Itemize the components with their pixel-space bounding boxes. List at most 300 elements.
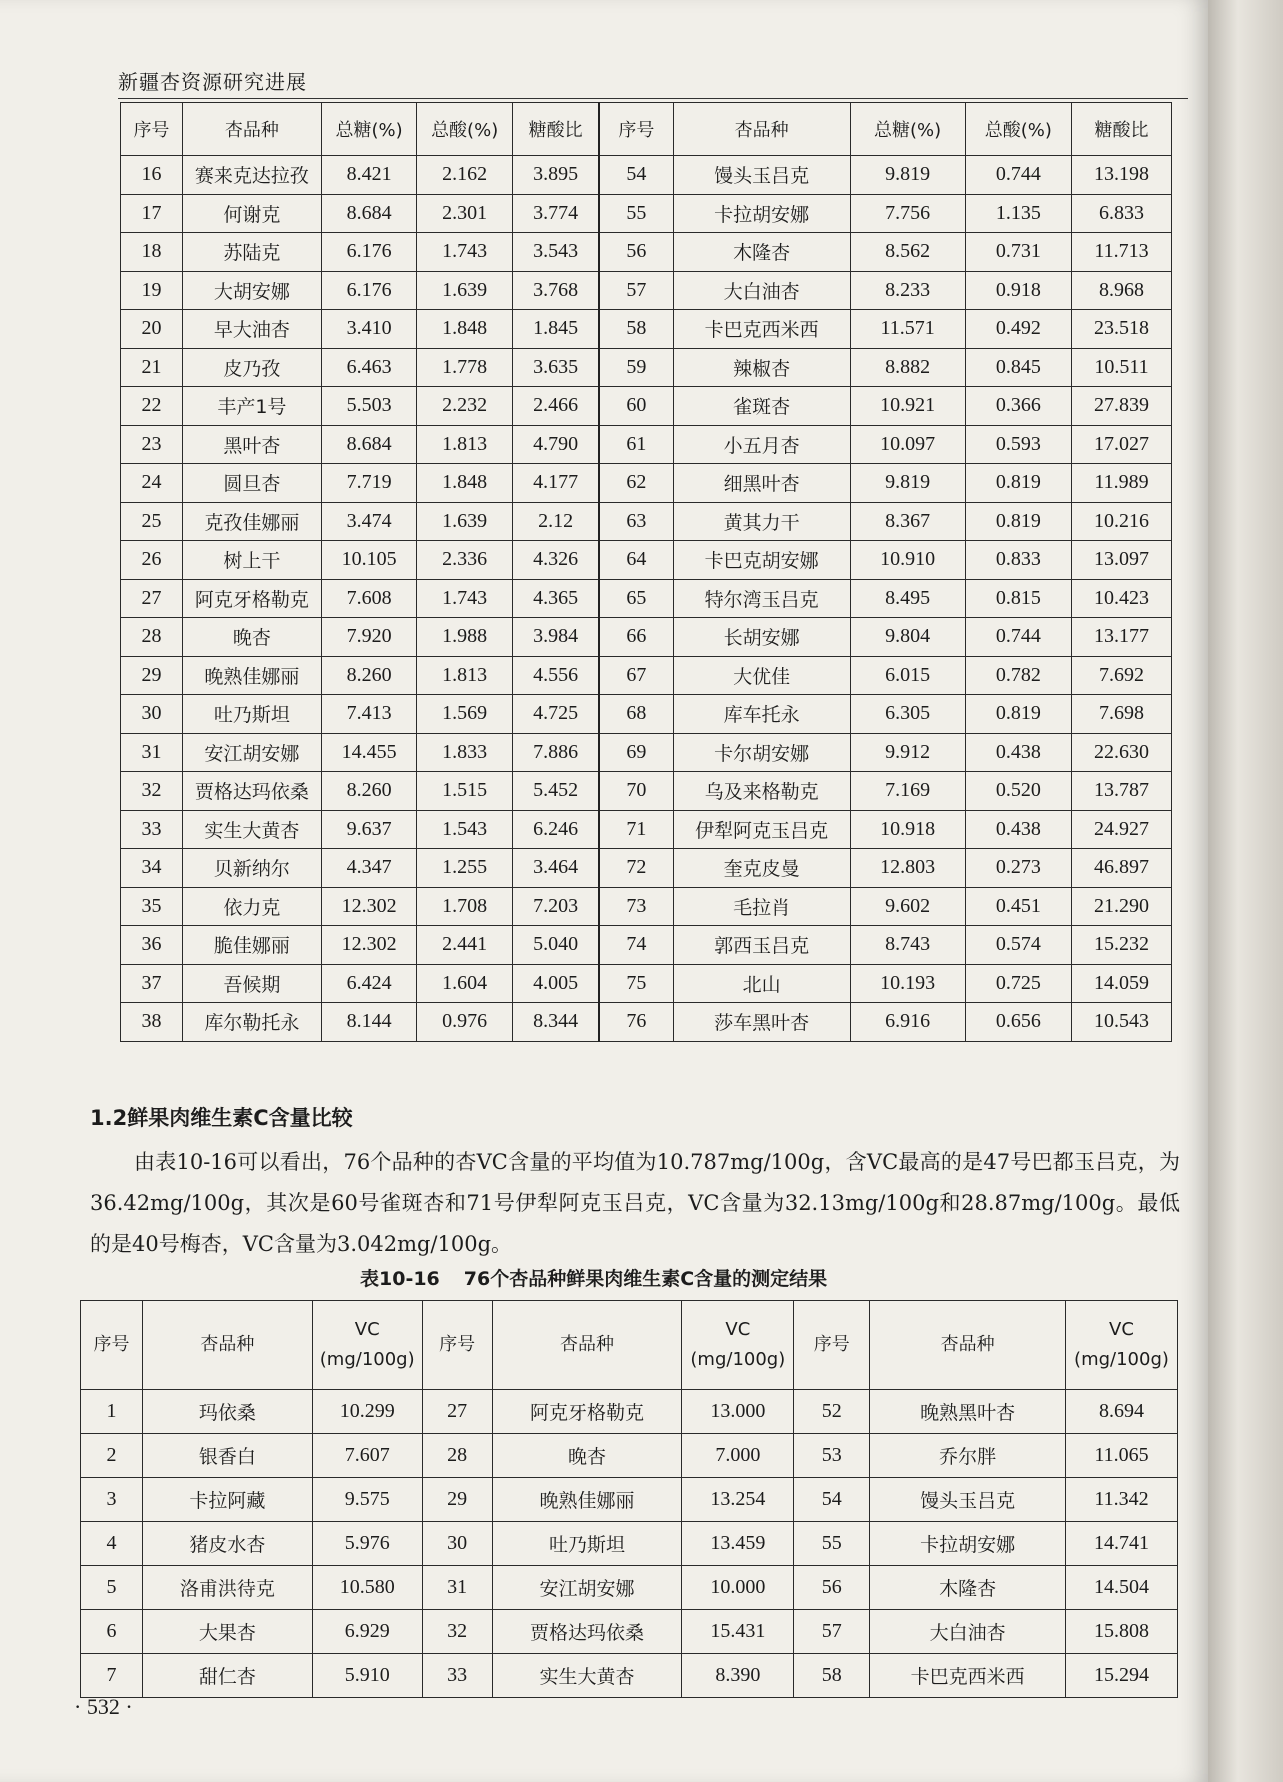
value-cell: 10.299: [312, 1390, 422, 1434]
value-cell: 58: [599, 310, 673, 349]
value-cell: 62: [599, 464, 673, 503]
variety-cell: 实生大黄杏: [492, 1654, 682, 1698]
table-row: [121, 156, 1172, 195]
table-row: [121, 271, 1172, 310]
value-cell: 8.684: [321, 194, 417, 233]
value-cell: 1.255: [417, 849, 513, 888]
value-cell: 8.144: [321, 1003, 417, 1042]
col-header: 序号: [422, 1301, 492, 1390]
table-row: [121, 810, 1172, 849]
value-cell: 10.000: [682, 1566, 794, 1610]
table-row: [121, 733, 1172, 772]
value-cell: 3.543: [512, 233, 599, 272]
variety-cell: 毛拉肖: [673, 887, 850, 926]
value-cell: 11.065: [1065, 1434, 1177, 1478]
value-cell: 14.741: [1065, 1522, 1177, 1566]
value-cell: 6: [81, 1610, 143, 1654]
caption-title: 76个杏品种鲜果肉维生素C含量的测定结果: [463, 1268, 828, 1290]
value-cell: 5.976: [312, 1522, 422, 1566]
value-cell: 0.815: [965, 579, 1071, 618]
value-cell: 2.232: [417, 387, 513, 426]
value-cell: 1.639: [417, 502, 513, 541]
variety-cell: 馒头玉吕克: [870, 1478, 1066, 1522]
value-cell: 0.819: [965, 464, 1071, 503]
value-cell: 32: [422, 1610, 492, 1654]
variety-cell: 大胡安娜: [182, 271, 321, 310]
page-number: · 532 ·: [74, 1694, 133, 1719]
table-row: [121, 887, 1172, 926]
value-cell: 76: [599, 1003, 673, 1042]
variety-cell: 卡巴克西米西: [870, 1654, 1066, 1698]
value-cell: 6.246: [512, 810, 599, 849]
value-cell: 32: [121, 772, 183, 811]
value-cell: 24: [121, 464, 183, 503]
value-cell: 1.569: [417, 695, 513, 734]
value-cell: 4.326: [512, 541, 599, 580]
variety-cell: 卡拉阿藏: [142, 1478, 312, 1522]
value-cell: 5.452: [512, 772, 599, 811]
table-row: [81, 1610, 1178, 1654]
col-header: 杏品种: [182, 103, 321, 156]
value-cell: 69: [599, 733, 673, 772]
value-cell: 6.305: [850, 695, 965, 734]
value-cell: 5.040: [512, 926, 599, 965]
value-cell: 58: [794, 1654, 870, 1698]
table-row: [121, 772, 1172, 811]
col-header: [312, 1301, 422, 1390]
value-cell: 8.367: [850, 502, 965, 541]
value-cell: 20: [121, 310, 183, 349]
value-cell: 75: [599, 964, 673, 1003]
variety-cell: 伊犁阿克玉吕克: [673, 810, 850, 849]
value-cell: 1.743: [417, 233, 513, 272]
value-cell: 6.015: [850, 656, 965, 695]
value-cell: 1: [81, 1390, 143, 1434]
vc-label: VC: [725, 1319, 751, 1340]
col-header: [682, 1301, 794, 1390]
value-cell: 57: [794, 1610, 870, 1654]
variety-cell: 雀斑杏: [673, 387, 850, 426]
value-cell: 35: [121, 887, 183, 926]
value-cell: 21: [121, 348, 183, 387]
variety-cell: 安江胡安娜: [492, 1566, 682, 1610]
value-cell: 15.431: [682, 1610, 794, 1654]
col-header: 糖酸比: [512, 103, 599, 156]
value-cell: 15.294: [1065, 1654, 1177, 1698]
value-cell: 6.424: [321, 964, 417, 1003]
variety-cell: 吐乃斯坦: [182, 695, 321, 734]
vitamin-c-table: [80, 1300, 1178, 1698]
value-cell: 46.897: [1072, 849, 1172, 888]
value-cell: 7.607: [312, 1434, 422, 1478]
table-header-row: [81, 1301, 1178, 1390]
value-cell: 10.097: [850, 425, 965, 464]
value-cell: 0.492: [965, 310, 1071, 349]
vc-label: VC: [354, 1319, 380, 1340]
value-cell: 72: [599, 849, 673, 888]
body-paragraph: 由表10-16可以看出，76个品种的杏VC含量的平均值为10.787mg/100g，含VC最高的是47号巴都玉吕克，为36.42mg/100g，其次是60号雀斑杏和71号伊犁阿克玉吕克，VC含量为32.13mg/100g和28.87mg/100g。最低的是40号梅杏，VC含量为3.042mg/100g。: [90, 1150, 1180, 1256]
variety-cell: 晚熟佳娜丽: [492, 1478, 682, 1522]
value-cell: 1.515: [417, 772, 513, 811]
value-cell: 28: [422, 1434, 492, 1478]
value-cell: 0.819: [965, 695, 1071, 734]
value-cell: 34: [121, 849, 183, 888]
value-cell: 54: [794, 1478, 870, 1522]
variety-cell: 大优佳: [673, 656, 850, 695]
value-cell: 11.342: [1065, 1478, 1177, 1522]
value-cell: 9.912: [850, 733, 965, 772]
table-row: [121, 310, 1172, 349]
value-cell: 9.602: [850, 887, 965, 926]
value-cell: 3.774: [512, 194, 599, 233]
value-cell: 0.273: [965, 849, 1071, 888]
variety-cell: 圆旦杏: [182, 464, 321, 503]
value-cell: 0.656: [965, 1003, 1071, 1042]
value-cell: 6.833: [1072, 194, 1172, 233]
variety-cell: 吾候期: [182, 964, 321, 1003]
value-cell: 6.916: [850, 1003, 965, 1042]
variety-cell: 辣椒杏: [673, 348, 850, 387]
value-cell: 4: [81, 1522, 143, 1566]
variety-cell: 卡拉胡安娜: [673, 194, 850, 233]
table-row: [121, 348, 1172, 387]
value-cell: 23: [121, 425, 183, 464]
variety-cell: 克孜佳娜丽: [182, 502, 321, 541]
value-cell: 1.604: [417, 964, 513, 1003]
value-cell: 1.848: [417, 464, 513, 503]
value-cell: 12.302: [321, 926, 417, 965]
value-cell: 53: [794, 1434, 870, 1478]
value-cell: 9.819: [850, 156, 965, 195]
table-caption: [360, 1264, 827, 1291]
value-cell: 9.804: [850, 618, 965, 657]
value-cell: 0.593: [965, 425, 1071, 464]
value-cell: 1.848: [417, 310, 513, 349]
col-header: 总酸(%): [417, 103, 513, 156]
value-cell: 8.390: [682, 1654, 794, 1698]
value-cell: 71: [599, 810, 673, 849]
variety-cell: 库尔勒托永: [182, 1003, 321, 1042]
value-cell: 17: [121, 194, 183, 233]
value-cell: 33: [422, 1654, 492, 1698]
value-cell: 7.000: [682, 1434, 794, 1478]
value-cell: 52: [794, 1390, 870, 1434]
value-cell: 4.790: [512, 425, 599, 464]
col-header: 糖酸比: [1072, 103, 1172, 156]
value-cell: 0.520: [965, 772, 1071, 811]
variety-cell: 库车托永: [673, 695, 850, 734]
value-cell: 3.464: [512, 849, 599, 888]
value-cell: 27: [422, 1390, 492, 1434]
variety-cell: 猪皮水杏: [142, 1522, 312, 1566]
value-cell: 10.580: [312, 1566, 422, 1610]
value-cell: 67: [599, 656, 673, 695]
variety-cell: 木隆杏: [673, 233, 850, 272]
value-cell: 27: [121, 579, 183, 618]
value-cell: 2: [81, 1434, 143, 1478]
value-cell: 13.177: [1072, 618, 1172, 657]
table-row: [81, 1434, 1178, 1478]
variety-cell: 贾格达玛依桑: [182, 772, 321, 811]
value-cell: 7.608: [321, 579, 417, 618]
value-cell: 9.637: [321, 810, 417, 849]
value-cell: 1.639: [417, 271, 513, 310]
variety-cell: 安江胡安娜: [182, 733, 321, 772]
value-cell: 7.413: [321, 695, 417, 734]
value-cell: 2.162: [417, 156, 513, 195]
value-cell: 7.698: [1072, 695, 1172, 734]
value-cell: 64: [599, 541, 673, 580]
value-cell: 21.290: [1072, 887, 1172, 926]
variety-cell: 阿克牙格勒克: [492, 1390, 682, 1434]
value-cell: 7: [81, 1654, 143, 1698]
value-cell: 22.630: [1072, 733, 1172, 772]
table-row: [81, 1390, 1178, 1434]
value-cell: 8.495: [850, 579, 965, 618]
col-header: 总酸(%): [965, 103, 1071, 156]
value-cell: 23.518: [1072, 310, 1172, 349]
value-cell: 10.910: [850, 541, 965, 580]
value-cell: 18: [121, 233, 183, 272]
value-cell: 55: [599, 194, 673, 233]
value-cell: 8.882: [850, 348, 965, 387]
value-cell: 0.918: [965, 271, 1071, 310]
col-header: 总糖(%): [850, 103, 965, 156]
variety-cell: 黑叶杏: [182, 425, 321, 464]
variety-cell: 卡巴克胡安娜: [673, 541, 850, 580]
value-cell: 31: [121, 733, 183, 772]
value-cell: 10.216: [1072, 502, 1172, 541]
value-cell: 66: [599, 618, 673, 657]
value-cell: 68: [599, 695, 673, 734]
value-cell: 0.731: [965, 233, 1071, 272]
variety-cell: 银香白: [142, 1434, 312, 1478]
value-cell: 10.918: [850, 810, 965, 849]
value-cell: 26: [121, 541, 183, 580]
value-cell: 0.845: [965, 348, 1071, 387]
value-cell: 13.254: [682, 1478, 794, 1522]
value-cell: 12.302: [321, 887, 417, 926]
value-cell: 1.813: [417, 656, 513, 695]
table-row: [121, 579, 1172, 618]
value-cell: 0.744: [965, 156, 1071, 195]
variety-cell: 晚熟佳娜丽: [182, 656, 321, 695]
variety-cell: 玛依桑: [142, 1390, 312, 1434]
value-cell: 3.895: [512, 156, 599, 195]
variety-cell: 甜仁杏: [142, 1654, 312, 1698]
variety-cell: 吐乃斯坦: [492, 1522, 682, 1566]
value-cell: 3.410: [321, 310, 417, 349]
variety-cell: 大白油杏: [673, 271, 850, 310]
variety-cell: 苏陆克: [182, 233, 321, 272]
table-row: [121, 194, 1172, 233]
variety-cell: 赛来克达拉孜: [182, 156, 321, 195]
value-cell: 38: [121, 1003, 183, 1042]
vc-unit: (mg/100g): [1074, 1349, 1169, 1370]
value-cell: 9.819: [850, 464, 965, 503]
value-cell: 3.984: [512, 618, 599, 657]
value-cell: 60: [599, 387, 673, 426]
value-cell: 19: [121, 271, 183, 310]
value-cell: 61: [599, 425, 673, 464]
value-cell: 1.988: [417, 618, 513, 657]
value-cell: 7.920: [321, 618, 417, 657]
variety-cell: 何谢克: [182, 194, 321, 233]
value-cell: 13.198: [1072, 156, 1172, 195]
value-cell: 1.845: [512, 310, 599, 349]
value-cell: 1.543: [417, 810, 513, 849]
table-row: [121, 387, 1172, 426]
page-edge: [1208, 0, 1283, 1782]
variety-cell: 晚杏: [182, 618, 321, 657]
value-cell: 1.813: [417, 425, 513, 464]
value-cell: 3.768: [512, 271, 599, 310]
variety-cell: 依力克: [182, 887, 321, 926]
variety-cell: 脆佳娜丽: [182, 926, 321, 965]
table-row: [121, 502, 1172, 541]
value-cell: 0.744: [965, 618, 1071, 657]
value-cell: 1.708: [417, 887, 513, 926]
value-cell: 9.575: [312, 1478, 422, 1522]
value-cell: 2.12: [512, 502, 599, 541]
value-cell: 0.366: [965, 387, 1071, 426]
variety-cell: 晚熟黑叶杏: [870, 1390, 1066, 1434]
value-cell: 5.910: [312, 1654, 422, 1698]
value-cell: 36: [121, 926, 183, 965]
value-cell: 29: [422, 1478, 492, 1522]
value-cell: 0.438: [965, 733, 1071, 772]
value-cell: 13.459: [682, 1522, 794, 1566]
value-cell: 56: [794, 1566, 870, 1610]
table-row: [121, 1003, 1172, 1042]
variety-cell: 馒头玉吕克: [673, 156, 850, 195]
value-cell: 54: [599, 156, 673, 195]
variety-cell: 卡巴克西米西: [673, 310, 850, 349]
value-cell: 0.438: [965, 810, 1071, 849]
value-cell: 8.233: [850, 271, 965, 310]
variety-cell: 阿克牙格勒克: [182, 579, 321, 618]
col-header: 序号: [81, 1301, 143, 1390]
table-row: [121, 464, 1172, 503]
variety-cell: 贾格达玛依桑: [492, 1610, 682, 1654]
table-row: [81, 1478, 1178, 1522]
variety-cell: 长胡安娜: [673, 618, 850, 657]
col-header: 杏品种: [492, 1301, 682, 1390]
variety-cell: 晚杏: [492, 1434, 682, 1478]
value-cell: 2.336: [417, 541, 513, 580]
col-header: 杏品种: [673, 103, 850, 156]
table-row: [81, 1654, 1178, 1698]
value-cell: 28: [121, 618, 183, 657]
value-cell: 6.929: [312, 1610, 422, 1654]
value-cell: 29: [121, 656, 183, 695]
value-cell: 65: [599, 579, 673, 618]
value-cell: 5.503: [321, 387, 417, 426]
value-cell: 11.989: [1072, 464, 1172, 503]
value-cell: 0.574: [965, 926, 1071, 965]
value-cell: 70: [599, 772, 673, 811]
col-header: 总糖(%): [321, 103, 417, 156]
value-cell: 8.260: [321, 772, 417, 811]
value-cell: 55: [794, 1522, 870, 1566]
value-cell: 16: [121, 156, 183, 195]
vc-unit: (mg/100g): [690, 1349, 786, 1370]
running-header: 新疆杏资源研究进展: [118, 70, 307, 94]
value-cell: 1.135: [965, 194, 1071, 233]
table-row: [121, 849, 1172, 888]
variety-cell: 北山: [673, 964, 850, 1003]
table-row: [121, 233, 1172, 272]
value-cell: 22: [121, 387, 183, 426]
value-cell: 8.421: [321, 156, 417, 195]
value-cell: 14.504: [1065, 1566, 1177, 1610]
table-row: [121, 425, 1172, 464]
value-cell: 8.260: [321, 656, 417, 695]
value-cell: 14.455: [321, 733, 417, 772]
variety-cell: 贝新纳尔: [182, 849, 321, 888]
variety-cell: 丰产1号: [182, 387, 321, 426]
value-cell: 7.886: [512, 733, 599, 772]
value-cell: 1.743: [417, 579, 513, 618]
section-heading: 1.2鲜果肉维生素C含量比较: [90, 1106, 353, 1130]
col-header: 杏品种: [142, 1301, 312, 1390]
value-cell: 8.743: [850, 926, 965, 965]
value-cell: 8.562: [850, 233, 965, 272]
variety-cell: 大白油杏: [870, 1610, 1066, 1654]
value-cell: 7.719: [321, 464, 417, 503]
table-row: [81, 1566, 1178, 1610]
value-cell: 0.782: [965, 656, 1071, 695]
caption-number: 表10-16: [360, 1268, 440, 1290]
table-row: [121, 656, 1172, 695]
value-cell: 74: [599, 926, 673, 965]
value-cell: 4.365: [512, 579, 599, 618]
value-cell: 14.059: [1072, 964, 1172, 1003]
value-cell: 37: [121, 964, 183, 1003]
value-cell: 10.543: [1072, 1003, 1172, 1042]
value-cell: 24.927: [1072, 810, 1172, 849]
value-cell: 2.466: [512, 387, 599, 426]
value-cell: 63: [599, 502, 673, 541]
col-header: [1065, 1301, 1177, 1390]
value-cell: 3.474: [321, 502, 417, 541]
value-cell: 2.301: [417, 194, 513, 233]
value-cell: 6.176: [321, 271, 417, 310]
value-cell: 0.725: [965, 964, 1071, 1003]
table-header-row: [121, 103, 1172, 156]
variety-cell: 乌及来格勒克: [673, 772, 850, 811]
variety-cell: 特尔湾玉吕克: [673, 579, 850, 618]
vc-label: VC: [1109, 1319, 1134, 1340]
variety-cell: 郭西玉吕克: [673, 926, 850, 965]
value-cell: 59: [599, 348, 673, 387]
value-cell: 17.027: [1072, 425, 1172, 464]
sugar-acid-table: [120, 102, 1172, 1042]
value-cell: 10.511: [1072, 348, 1172, 387]
variety-cell: 细黑叶杏: [673, 464, 850, 503]
variety-cell: 早大油杏: [182, 310, 321, 349]
value-cell: 0.451: [965, 887, 1071, 926]
value-cell: 6.176: [321, 233, 417, 272]
col-header: 序号: [121, 103, 183, 156]
variety-cell: 卡拉胡安娜: [870, 1522, 1066, 1566]
value-cell: 6.463: [321, 348, 417, 387]
value-cell: 0.833: [965, 541, 1071, 580]
value-cell: 0.819: [965, 502, 1071, 541]
variety-cell: 乔尔胖: [870, 1434, 1066, 1478]
value-cell: 30: [121, 695, 183, 734]
value-cell: 15.232: [1072, 926, 1172, 965]
